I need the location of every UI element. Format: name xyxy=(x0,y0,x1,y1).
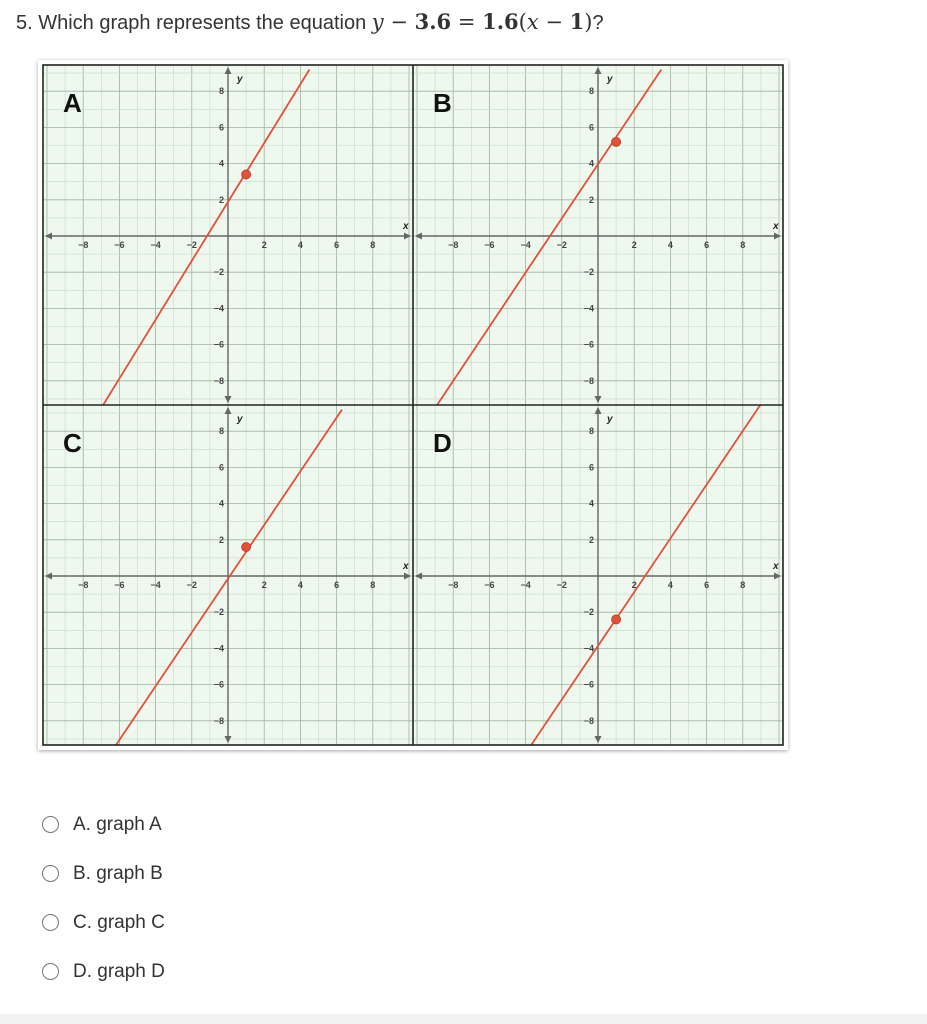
x-tick-label: 6 xyxy=(704,580,710,590)
option-c-label: C. graph C xyxy=(73,911,165,933)
y-tick-label: 2 xyxy=(588,194,594,205)
graph-figure xyxy=(38,60,788,750)
y-tick-label: −8 xyxy=(213,715,224,726)
eq-equals: = xyxy=(451,10,483,34)
y-tick-label: 6 xyxy=(588,122,594,133)
y-tick-label: 4 xyxy=(218,498,224,509)
x-tick-label: 4 xyxy=(297,580,303,590)
y-tick-label: −6 xyxy=(583,679,594,690)
y-tick-label: −8 xyxy=(213,375,224,386)
y-tick-label: −2 xyxy=(213,267,224,278)
x-tick-label: −2 xyxy=(186,240,197,250)
question-prefix: 5. Which graph represents the equation xyxy=(16,12,372,34)
y-tick-label: 8 xyxy=(588,426,594,437)
option-d[interactable] xyxy=(42,947,165,996)
graph-letter-label: B xyxy=(433,88,452,118)
x-tick-label: 8 xyxy=(370,240,376,250)
y-tick-label: −4 xyxy=(213,643,224,654)
option-c[interactable] xyxy=(42,898,165,947)
x-tick-label: −2 xyxy=(186,580,197,590)
graph-b xyxy=(413,60,783,417)
eq-minus-1: − xyxy=(383,10,415,34)
y-tick-label: −2 xyxy=(583,267,594,278)
x-tick-label: −8 xyxy=(78,580,89,590)
y-tick-label: −2 xyxy=(213,607,224,618)
graph-point xyxy=(242,170,251,179)
x-tick-label: −2 xyxy=(556,240,567,250)
x-tick-label: 8 xyxy=(740,240,746,250)
x-tick-label: −2 xyxy=(556,580,567,590)
y-tick-label: 4 xyxy=(218,158,224,169)
graph-c xyxy=(43,395,413,750)
equation xyxy=(372,10,593,34)
option-b[interactable] xyxy=(42,849,165,898)
eq-paren-open: ( xyxy=(518,10,527,34)
y-tick-label: 8 xyxy=(218,426,224,437)
graph-point xyxy=(242,543,251,552)
y-tick-label: 8 xyxy=(588,86,594,97)
eq-x: x xyxy=(526,10,539,34)
y-axis-label: y xyxy=(607,414,613,425)
x-tick-label: 8 xyxy=(370,580,376,590)
y-tick-label: −2 xyxy=(583,607,594,618)
x-tick-label: 4 xyxy=(297,240,303,250)
eq-minus-2: − xyxy=(538,10,570,34)
x-axis-label: x xyxy=(403,221,409,232)
x-tick-label: 2 xyxy=(261,580,267,590)
question-text xyxy=(16,8,604,37)
radio-a-icon[interactable] xyxy=(42,816,59,833)
graph-a xyxy=(43,60,413,417)
y-tick-label: 2 xyxy=(218,534,224,545)
x-tick-label: 8 xyxy=(740,580,746,590)
x-tick-label: −6 xyxy=(484,240,495,250)
x-tick-label: 2 xyxy=(631,580,637,590)
x-tick-label: −6 xyxy=(114,240,125,250)
graph-letter-label: A xyxy=(63,88,82,118)
graph-letter-label: C xyxy=(63,428,82,458)
graph-point xyxy=(612,137,621,146)
y-tick-label: −6 xyxy=(583,339,594,350)
eq-y: y xyxy=(371,10,384,34)
option-d-label: D. graph D xyxy=(73,960,165,982)
graphs-svg xyxy=(38,60,788,750)
x-axis-label: x xyxy=(773,221,779,232)
x-tick-label: 2 xyxy=(261,240,267,250)
radio-c-icon[interactable] xyxy=(42,914,59,931)
y-tick-label: 4 xyxy=(588,158,594,169)
question-suffix: ? xyxy=(592,12,604,34)
x-tick-label: 2 xyxy=(631,240,637,250)
y-tick-label: 2 xyxy=(218,194,224,205)
y-axis-label: y xyxy=(237,414,243,425)
y-tick-label: 4 xyxy=(588,498,594,509)
radio-b-icon[interactable] xyxy=(42,865,59,882)
x-tick-label: 6 xyxy=(704,240,710,250)
x-tick-label: −8 xyxy=(448,580,459,590)
x-tick-label: 6 xyxy=(334,240,340,250)
y-tick-label: 6 xyxy=(218,462,224,473)
y-tick-label: −6 xyxy=(213,679,224,690)
answer-options xyxy=(42,800,165,996)
y-tick-label: 6 xyxy=(588,462,594,473)
x-tick-label: −6 xyxy=(114,580,125,590)
y-tick-label: 6 xyxy=(218,122,224,133)
y-axis-label: y xyxy=(237,74,243,85)
y-tick-label: −8 xyxy=(583,715,594,726)
graph-letter-label: D xyxy=(433,428,452,458)
x-tick-label: 4 xyxy=(667,580,673,590)
bottom-bar xyxy=(0,1014,927,1024)
x-tick-label: −4 xyxy=(150,580,161,590)
y-tick-label: −6 xyxy=(213,339,224,350)
y-tick-label: −8 xyxy=(583,375,594,386)
x-tick-label: −4 xyxy=(520,580,531,590)
y-tick-label: 8 xyxy=(218,86,224,97)
y-axis-label: y xyxy=(607,74,613,85)
eq-paren-close: ) xyxy=(584,10,593,34)
graph-d xyxy=(413,395,783,750)
option-b-label: B. graph B xyxy=(73,862,163,884)
x-tick-label: −6 xyxy=(484,580,495,590)
x-tick-label: −4 xyxy=(150,240,161,250)
radio-d-icon[interactable] xyxy=(42,963,59,980)
y-tick-label: −4 xyxy=(583,643,594,654)
y-tick-label: −4 xyxy=(583,303,594,314)
graph-point xyxy=(612,615,621,624)
eq-x-offset: 1 xyxy=(569,9,585,34)
x-tick-label: −8 xyxy=(78,240,89,250)
x-axis-label: x xyxy=(403,561,409,572)
y-tick-label: −4 xyxy=(213,303,224,314)
x-axis-label: x xyxy=(773,561,779,572)
y-tick-label: 2 xyxy=(588,534,594,545)
x-tick-label: −4 xyxy=(520,240,531,250)
option-a-label: A. graph A xyxy=(73,813,162,835)
eq-constant: 3.6 xyxy=(414,9,452,34)
x-tick-label: 4 xyxy=(667,240,673,250)
x-tick-label: −8 xyxy=(448,240,459,250)
option-a[interactable] xyxy=(42,800,165,849)
eq-slope: 1.6 xyxy=(482,9,519,34)
x-tick-label: 6 xyxy=(334,580,340,590)
